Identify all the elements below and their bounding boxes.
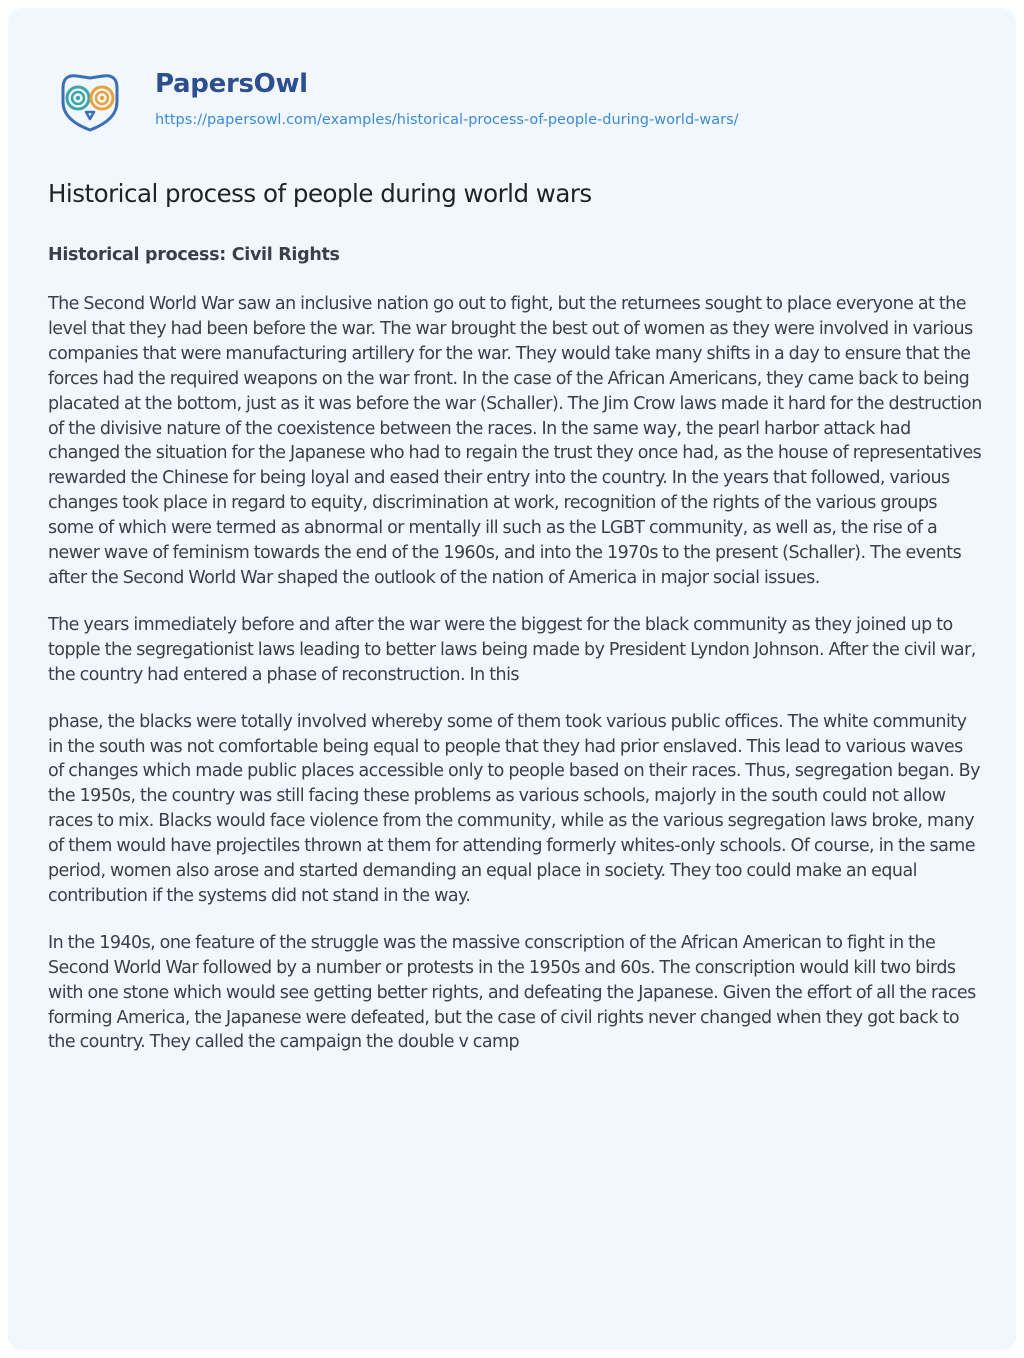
essay-paragraph: phase, the blacks were totally involved whereby some of them took various public offices. The white community in the south was not comfortable being equal to people that they had prior enslaved. This lead to various waves of changes which made public places accessible only to people based on their races. Thus, segregation began. By the 1950s, the country was still facing these problems as various schools, majorly in the south could not allow races to mix. Blacks would face violence from the community, while as the various segregation laws broke, many of them would have projectiles thrown at them for attending formerly whites-only schools. Of course, in the same period, women also arose and started demanding an equal place in society. They too could make an equal contribution if the systems did not stand in the way. bbox=[48, 711, 980, 906]
brand-name[interactable]: PapersOwl bbox=[155, 69, 308, 99]
essay-paragraph: The Second World War saw an inclusive nation go out to fight, but the returnees sought to place everyone at the level that they had been before the war. The war brought the best out of women as they were involved in various companies that were manufacturing artillery for the war. They would take many shifts in a day to ensure that the forces had the required weapons on the war front. In the case of the African Americans, they came back to being placated at the bottom, just as it was before the war (Schaller). The Jim Crow laws made it hard for the destruction of the divisive nature of the coexistence between the races. In the same way, the pearl harbor attack had changed the situation for the Japanese who had to regain the trust they once had, as the house of representatives rewarded the Chinese for being loyal and eased their entry into the country. In the years that followed, various changes took place in regard to equity, discrimination at work, recognition of the rights of the various groups some of which were termed as abnormal or mentally ill such as the LGBT community, as well as, the rise of a newer wave of feminism towards the end of the 1960s, and into the 1970s to the present (Schaller). The events after the Second World War shaped the outlook of the nation of America in major social issues. bbox=[48, 294, 982, 588]
source-url-link[interactable]: https://papersowl.com/examples/historical-process-of-people-during-world-wars/ bbox=[155, 112, 739, 128]
document-card bbox=[8, 8, 1016, 1350]
essay-paragraph: The years immediately before and after the war were the biggest for the black community as they joined up to topple the segregationist laws leading to better laws being made by President Lyndon Johnson. After the civil war, the country had entered a phase of reconstruction. In this bbox=[48, 614, 976, 685]
page-title: Historical process of people during world wars bbox=[48, 179, 592, 208]
owl-logo-icon[interactable] bbox=[57, 68, 123, 134]
site-header bbox=[48, 8, 976, 148]
page-subtitle: Historical process: Civil Rights bbox=[48, 245, 340, 265]
essay-paragraph: In the 1940s, one feature of the struggle was the massive conscription of the African American to fight in the Second World War followed by a number or protests in the 1950s and 60s. The conscription would kill two birds with one stone which would see getting better rights, and defeating the Japanese. Given the effort of all the races forming America, the Japanese were defeated, but the case of civil rights never changed when they got back to the country. They called the campaign the double v camp bbox=[48, 932, 976, 1053]
essay-body bbox=[48, 292, 982, 1074]
